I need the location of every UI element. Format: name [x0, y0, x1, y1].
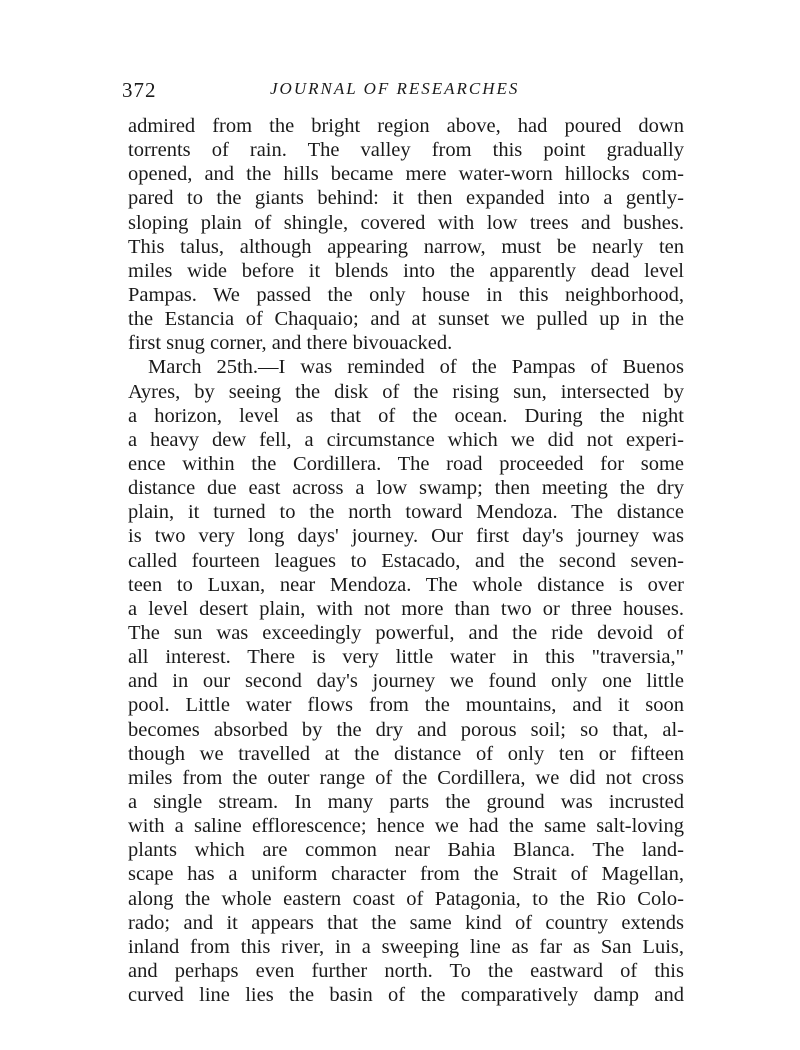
- text-line: though we travelled at the distance of only ten or fifteen: [128, 742, 684, 765]
- text-line: inland from this river, in a sweeping line as far as San Luis,: [128, 935, 684, 958]
- text-line: all interest. There is very little water in this "traversia,": [128, 646, 684, 669]
- page-number: 372: [122, 78, 157, 102]
- running-head: JOURNAL OF RESEARCHES: [270, 79, 520, 98]
- text-line: curved line lies the basin of the comparatively damp and: [128, 984, 684, 1007]
- text-line: The sun was exceedingly powerful, and the ride devoid of: [128, 621, 684, 644]
- text-line: a heavy dew fell, a circumstance which we did not experi-: [128, 428, 684, 451]
- text-line: is two very long days' journey. Our first day's journey was: [128, 525, 684, 548]
- text-line: a horizon, level as that of the ocean. During the night: [128, 404, 684, 427]
- text-line: pool. Little water flows from the mountains, and it soon: [128, 694, 684, 717]
- text-line: with a saline efflorescence; hence we had the same salt-loving: [128, 815, 684, 838]
- text-line: distance due east across a low swamp; then meeting the dry: [128, 477, 684, 500]
- text-line: called fourteen leagues to Estacado, and the second seven-: [128, 549, 684, 572]
- text-line: opened, and the hills became mere water-worn hillocks com-: [128, 163, 684, 186]
- text-line: becomes absorbed by the dry and porous soil; so that, al-: [128, 718, 684, 741]
- page-header: [122, 78, 682, 108]
- text-line: torrents of rain. The valley from this point gradually: [128, 139, 684, 162]
- text-line: first snug corner, and there bivouacked.: [128, 332, 453, 355]
- text-line: and perhaps even further north. To the eastward of this: [128, 959, 684, 982]
- text-line: a single stream. In many parts the ground was incrusted: [128, 790, 684, 813]
- text-line: ence within the Cordillera. The road proceeded for some: [128, 452, 684, 475]
- text-line: scape has a uniform character from the Strait of Magellan,: [128, 863, 684, 886]
- text-line: March 25th.—I was reminded of the Pampas of Buenos: [148, 356, 684, 379]
- text-line: Pampas. We passed the only house in this neighborhood,: [128, 283, 684, 306]
- body-text: [118, 114, 684, 1007]
- text-line: Ayres, by seeing the disk of the rising sun, intersected by: [128, 380, 684, 403]
- text-line: a level desert plain, with not more than two or three houses.: [128, 597, 684, 620]
- text-line: pared to the giants behind: it then expanded into a gently-: [128, 187, 684, 210]
- text-line: the Estancia of Chaquaio; and at sunset we pulled up in the: [128, 308, 684, 331]
- text-line: sloping plain of shingle, covered with low trees and bushes.: [128, 211, 684, 234]
- text-line: and in our second day's journey we found only one little: [128, 670, 684, 693]
- text-line: plain, it turned to the north toward Mendoza. The distance: [128, 501, 684, 524]
- text-line: miles wide before it blends into the apparently dead level: [128, 259, 684, 282]
- text-line: plants which are common near Bahia Blanca. The land-: [128, 839, 684, 862]
- text-line: miles from the outer range of the Cordillera, we did not cross: [128, 766, 684, 789]
- text-line: along the whole eastern coast of Patagonia, to the Rio Colo-: [128, 887, 684, 910]
- text-line: rado; and it appears that the same kind of country extends: [128, 911, 684, 934]
- text-line: teen to Luxan, near Mendoza. The whole distance is over: [128, 573, 684, 596]
- text-line: This talus, although appearing narrow, must be nearly ten: [128, 235, 684, 258]
- text-line: admired from the bright region above, had poured down: [128, 115, 684, 137]
